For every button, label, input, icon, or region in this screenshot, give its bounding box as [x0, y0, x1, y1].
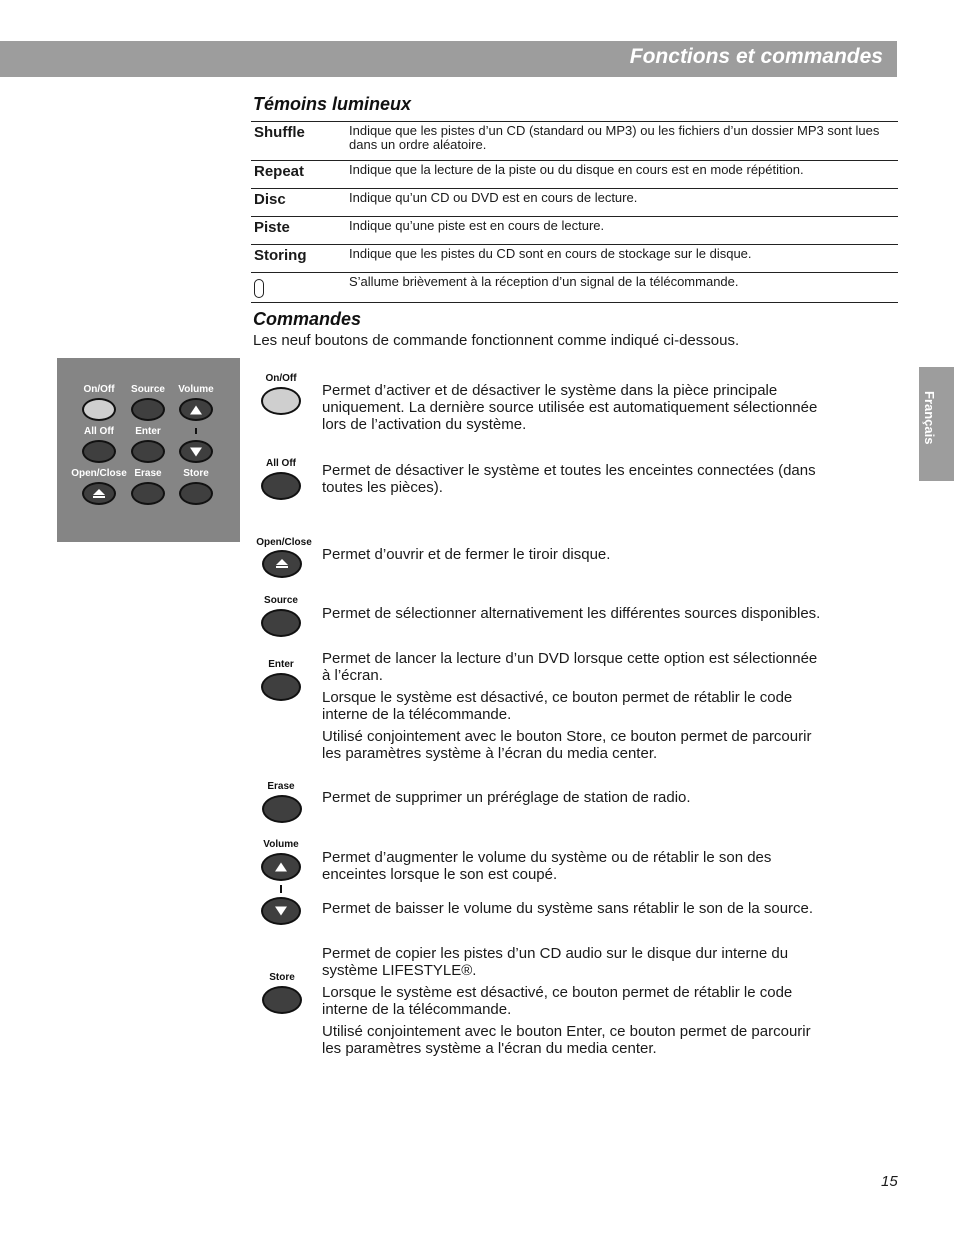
indicators-table	[251, 121, 898, 303]
on-off-button[interactable]	[261, 387, 301, 415]
remote-open-close-button[interactable]	[82, 482, 116, 505]
controls-intro: Les neuf boutons de commande fonctionnent comme indiqué ci-dessous.	[253, 332, 740, 349]
store-description-text: Permet de copier les pistes d’un CD audio sur le disque dur interne du système LIFESTYLE®.	[322, 945, 789, 979]
store-description	[322, 945, 827, 1062]
indicator-name: Piste	[251, 217, 349, 245]
erase-description-text: Permet de supprimer un préréglage de station de radio.	[322, 789, 691, 806]
enter-description	[322, 650, 827, 767]
volume-up-description-text: Permet d’augmenter le volume du système ou de rétablir le son des enceintes lorsque le son est coupé.	[322, 849, 772, 883]
remote-volume-down-button[interactable]	[179, 440, 213, 463]
source-description-text: Permet de sélectionner alternativement les différentes sources disponibles.	[322, 605, 821, 622]
indicators-heading: Témoins lumineux	[253, 94, 412, 114]
arrow-down-icon	[275, 907, 287, 916]
header-bar	[0, 41, 897, 77]
all-off-description	[322, 462, 827, 501]
remote-label-source: Source	[131, 384, 165, 395]
ir-receiver-icon	[254, 279, 264, 298]
volume-up-description	[322, 849, 827, 888]
remote-label-open-close: Open/Close	[71, 468, 127, 479]
remote-erase-button[interactable]	[131, 482, 165, 505]
open-close-button[interactable]	[262, 550, 302, 578]
remote-label-enter: Enter	[135, 426, 161, 437]
store-description-text: Lorsque le système est désactivé, ce bouton permet de rétablir le code interne de la télécommande.	[322, 984, 793, 1018]
volume-down-button[interactable]	[261, 897, 301, 925]
store-label: Store	[269, 972, 295, 983]
indicator-name: Disc	[251, 189, 349, 217]
volume-down-description	[322, 900, 827, 922]
table-row	[251, 122, 898, 161]
remote-all-off-button[interactable]	[82, 440, 116, 463]
remote-label-erase: Erase	[134, 468, 162, 479]
table-row	[251, 273, 898, 303]
erase-label: Erase	[267, 781, 295, 792]
enter-label: Enter	[268, 659, 294, 670]
on-off-label: On/Off	[265, 373, 297, 384]
indicator-name: Shuffle	[251, 122, 349, 161]
page-title: Fonctions et commandes	[629, 45, 883, 68]
source-description	[322, 605, 827, 627]
remote-label-on-off: On/Off	[83, 384, 115, 395]
remote-label-volume: Volume	[178, 384, 214, 395]
erase-description	[322, 789, 827, 811]
all-off-description-text: Permet de désactiver le système et toutes les enceintes connectées (dans toutes les pièces).	[322, 462, 816, 496]
enter-description-text: Utilisé conjointement avec le bouton Store, ce bouton permet de parcourir les paramètres système à l’écran du media center.	[322, 728, 812, 762]
remote-on-off-button[interactable]	[82, 398, 116, 421]
remote-source-button[interactable]	[131, 398, 165, 421]
eject-icon	[93, 489, 105, 499]
eject-icon	[276, 559, 288, 569]
table-row	[251, 189, 898, 217]
indicator-desc: Indique qu’un CD ou DVD est en cours de lecture.	[349, 189, 898, 217]
remote-volume-up-button[interactable]	[179, 398, 213, 421]
volume-separator	[195, 428, 197, 434]
remote-label-store: Store	[183, 468, 209, 479]
on-off-description-text: Permet d’activer et de désactiver le système dans la pièce principale uniquement. La dernière source utilisée est automatiquement sélectionnée lors de l’activation du système.	[322, 382, 818, 433]
store-button[interactable]	[262, 986, 302, 1014]
store-description-text: Utilisé conjointement avec le bouton Enter, ce bouton permet de parcourir les paramètres système a l'écran du media center.	[322, 1023, 811, 1057]
arrow-down-icon	[190, 447, 202, 456]
open-close-description-text: Permet d’ouvrir et de fermer le tiroir disque.	[322, 546, 611, 563]
indicator-desc: Indique que les pistes du CD sont en cours de stockage sur le disque.	[349, 245, 898, 273]
open-close-label: Open/Close	[256, 537, 312, 548]
controls-heading: Commandes	[253, 309, 362, 329]
all-off-button[interactable]	[261, 472, 301, 500]
volume-down-description-text: Permet de baisser le volume du système sans rétablir le son de la source.	[322, 900, 814, 917]
remote-store-button[interactable]	[179, 482, 213, 505]
arrow-up-icon	[190, 405, 202, 414]
all-off-label: All Off	[266, 458, 296, 469]
table-row	[251, 245, 898, 273]
on-off-description	[322, 382, 827, 438]
language-tab-label: Français	[922, 391, 937, 445]
indicator-desc: Indique que les pistes d’un CD (standard ou MP3) ou les fichiers d’un dossier MP3 sont lues dans un ordre aléatoire.	[349, 122, 898, 161]
indicator-name: Repeat	[251, 161, 349, 189]
table-row	[251, 217, 898, 245]
indicator-name: Storing	[251, 245, 349, 273]
table-row	[251, 161, 898, 189]
language-tab[interactable]	[919, 367, 954, 481]
volume-separator	[280, 885, 282, 893]
volume-up-button[interactable]	[261, 853, 301, 881]
source-label: Source	[264, 595, 298, 606]
open-close-description	[322, 546, 827, 568]
arrow-up-icon	[275, 863, 287, 872]
enter-description-text: Permet de lancer la lecture d’un DVD lorsque cette option est sélectionnée à l’écran.	[322, 650, 818, 684]
indicator-desc: S’allume brièvement à la réception d’un signal de la télécommande.	[349, 273, 898, 303]
page-number: 15	[881, 1173, 898, 1190]
enter-description-text: Lorsque le système est désactivé, ce bouton permet de rétablir le code interne de la télécommande.	[322, 689, 793, 723]
indicator-name	[251, 273, 349, 303]
indicator-desc: Indique que la lecture de la piste ou du disque en cours est en mode répétition.	[349, 161, 898, 189]
source-button[interactable]	[261, 609, 301, 637]
enter-button[interactable]	[261, 673, 301, 701]
indicator-desc: Indique qu’une piste est en cours de lecture.	[349, 217, 898, 245]
remote-control-panel	[57, 358, 240, 542]
remote-enter-button[interactable]	[131, 440, 165, 463]
erase-button[interactable]	[262, 795, 302, 823]
volume-label: Volume	[263, 839, 299, 850]
remote-label-all-off: All Off	[84, 426, 114, 437]
